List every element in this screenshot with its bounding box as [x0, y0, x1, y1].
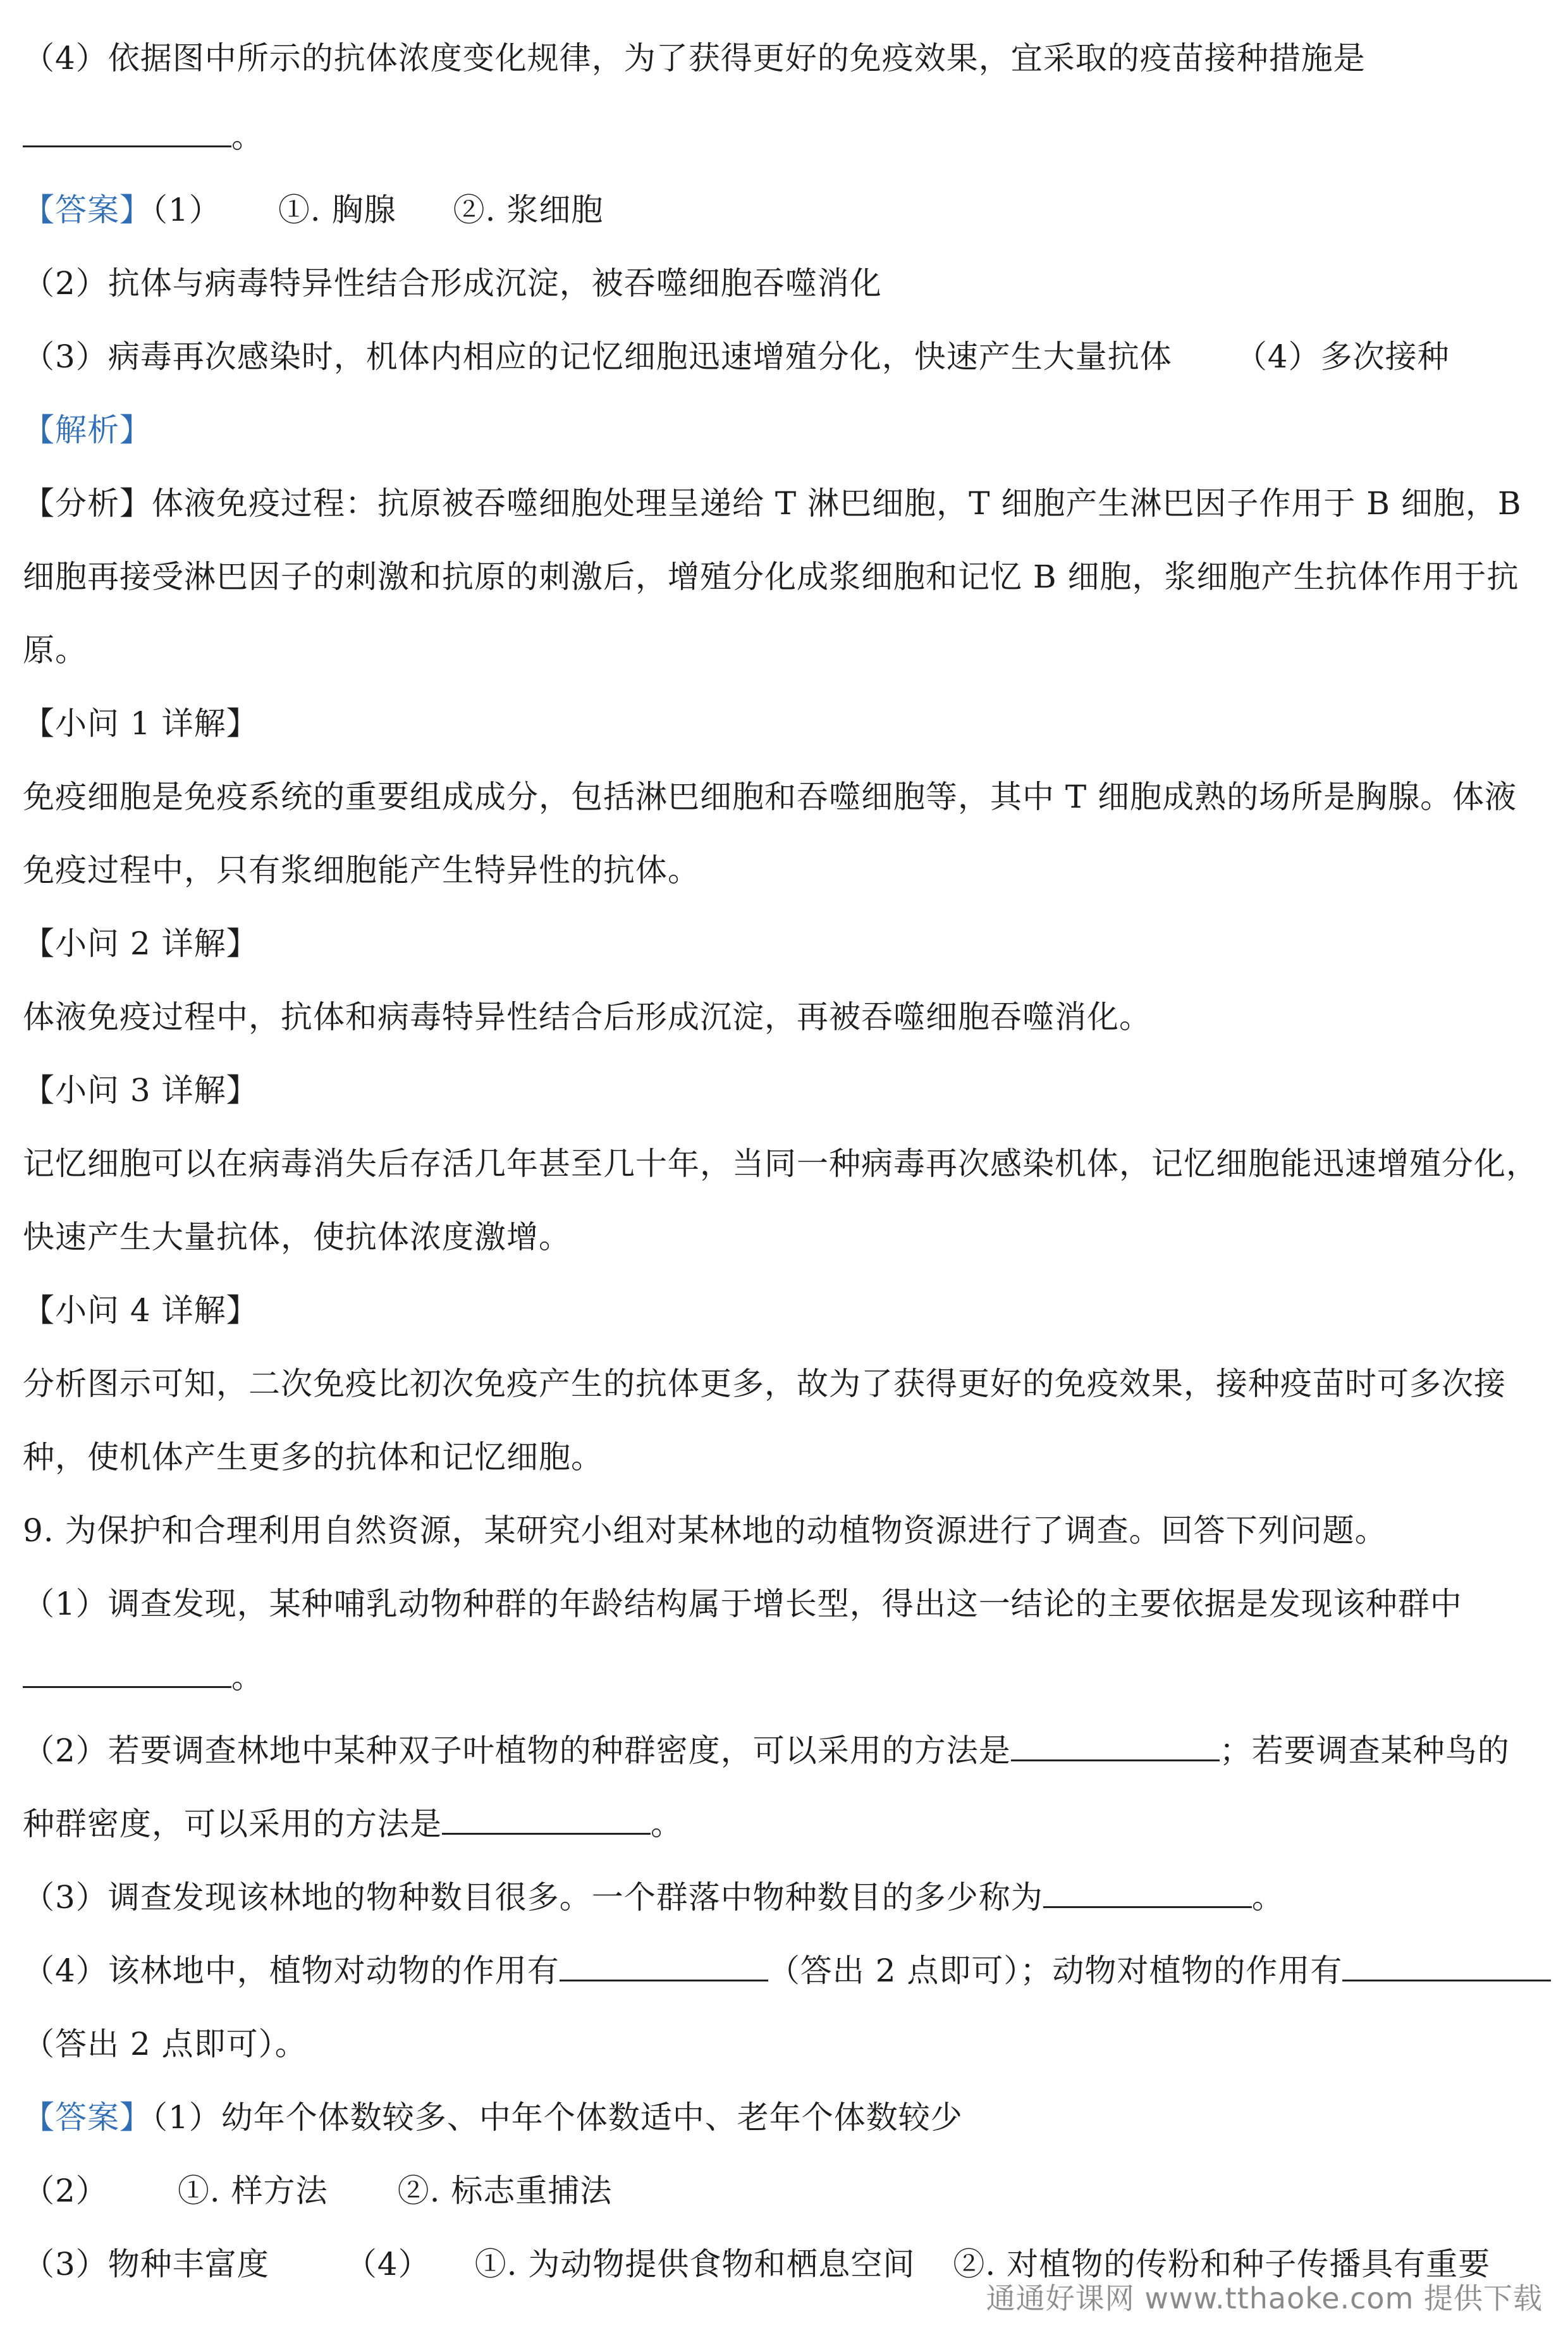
answer-blank-line: 。: [23, 118, 1549, 156]
answer-blank: [23, 1658, 231, 1688]
answer-9-line-1: 【答案】（1）幼年个体数较多、中年个体数适中、老年个体数较少: [23, 2099, 963, 2136]
answer-blank: [23, 118, 231, 147]
question-9-part-2-cont: 种群密度，可以采用的方法是 。: [23, 1806, 683, 1842]
answer-tag: 【答案】: [23, 192, 152, 228]
question-9-stem: 9. 为保护和合理利用自然资源，某研究小组对某林地的动植物资源进行了调查。回答下列问题。: [23, 1512, 1387, 1549]
subquestion-3-text-1: 记忆细胞可以在病毒消失后存活几年甚至几十年，当同一种病毒再次感染机体，记忆细胞能迅速增殖分化，: [23, 1145, 1538, 1182]
analysis-text-3: 原。: [23, 632, 87, 668]
answer-9-line-3: （3）物种丰富度 （4） ①. 为动物提供食物和栖息空间 ②. 对植物的传粉和种子传播具有重要: [23, 2246, 1491, 2283]
answer-line-2: （2）抗体与病毒特异性结合形成沉淀，被吞噬细胞吞噬消化: [23, 265, 882, 302]
subquestion-2-text: 体液免疫过程中，抗体和病毒特异性结合后形成沉淀，再被吞噬细胞吞噬消化。: [23, 999, 1151, 1035]
subquestion-4-text-2: 种，使机体产生更多的抗体和记忆细胞。: [23, 1439, 603, 1476]
subquestion-1-heading: 【小问 1 详解】: [23, 705, 259, 742]
answer-blank: [442, 1805, 651, 1835]
answer-blank: [1011, 1732, 1220, 1761]
analysis-text-2: 细胞再接受淋巴因子的刺激和抗原的刺激后，增殖分化成浆细胞和记忆 B 细胞，浆细胞产生抗体作用于抗: [23, 558, 1519, 595]
question-9-part-3: （3）调查发现该林地的物种数目很多。一个群落中物种数目的多少称为 。: [23, 1879, 1284, 1916]
question-8-part-4: （4）依据图中所示的抗体浓度变化规律，为了获得更好的免疫效果，宜采取的疫苗接种措施是: [23, 40, 1366, 77]
question-9-part-1: （1）调查发现，某种哺乳动物种群的年龄结构属于增长型，得出这一结论的主要依据是发现该种群中: [23, 1586, 1462, 1622]
subquestion-3-text-2: 快速产生大量抗体，使抗体浓度激增。: [23, 1219, 571, 1255]
analysis-heading: 【解析】: [23, 412, 152, 448]
subquestion-2-heading: 【小问 2 详解】: [23, 925, 259, 962]
answer-line-1: 【答案】（1） ①. 胸腺 ②. 浆细胞: [23, 192, 604, 228]
answer-tag: 【答案】: [23, 2099, 152, 2136]
subquestion-3-heading: 【小问 3 详解】: [23, 1072, 259, 1109]
question-9-part-4-cont: （答出 2 点即可）。: [23, 2026, 307, 2062]
answer-blank: [560, 1952, 768, 1981]
question-9-part-2: （2）若要调查林地中某种双子叶植物的种群密度，可以采用的方法是 ；若要调查某种鸟的: [23, 1732, 1510, 1769]
subquestion-4-heading: 【小问 4 详解】: [23, 1292, 259, 1329]
answer-9-line-2: （2） ①. 样方法 ②. 标志重捕法: [23, 2172, 613, 2209]
answer-blank: [1043, 1878, 1252, 1908]
subquestion-4-text-1: 分析图示可知，二次免疫比初次免疫产生的抗体更多，故为了获得更好的免疫效果，接种疫苗时可多次接: [23, 1365, 1506, 1402]
question-9-part-4: （4）该林地中，植物对动物的作用有 （答出 2 点即可）；动物对植物的作用有: [23, 1952, 1549, 1990]
answer-blank: [1342, 1952, 1551, 1981]
answer-blank-line: 。: [23, 1658, 1549, 1696]
subquestion-1-text-2: 免疫过程中，只有浆细胞能产生特异性的抗体。: [23, 852, 700, 889]
analysis-text-1: 【分析】体液免疫过程：抗原被吞噬细胞处理呈递给 T 淋巴细胞，T 细胞产生淋巴因子作用于 B 细胞，B: [23, 485, 1522, 522]
subquestion-1-text-1: 免疫细胞是免疫系统的重要组成成分，包括淋巴细胞和吞噬细胞等，其中 T 细胞成熟的场所是胸腺。体液: [23, 779, 1517, 815]
answer-line-3: （3）病毒再次感染时，机体内相应的记忆细胞迅速增殖分化，快速产生大量抗体 （4）多次接种: [23, 338, 1450, 375]
watermark-text: 通通好课网 www.tthaoke.com 提供下载: [986, 2281, 1543, 2315]
